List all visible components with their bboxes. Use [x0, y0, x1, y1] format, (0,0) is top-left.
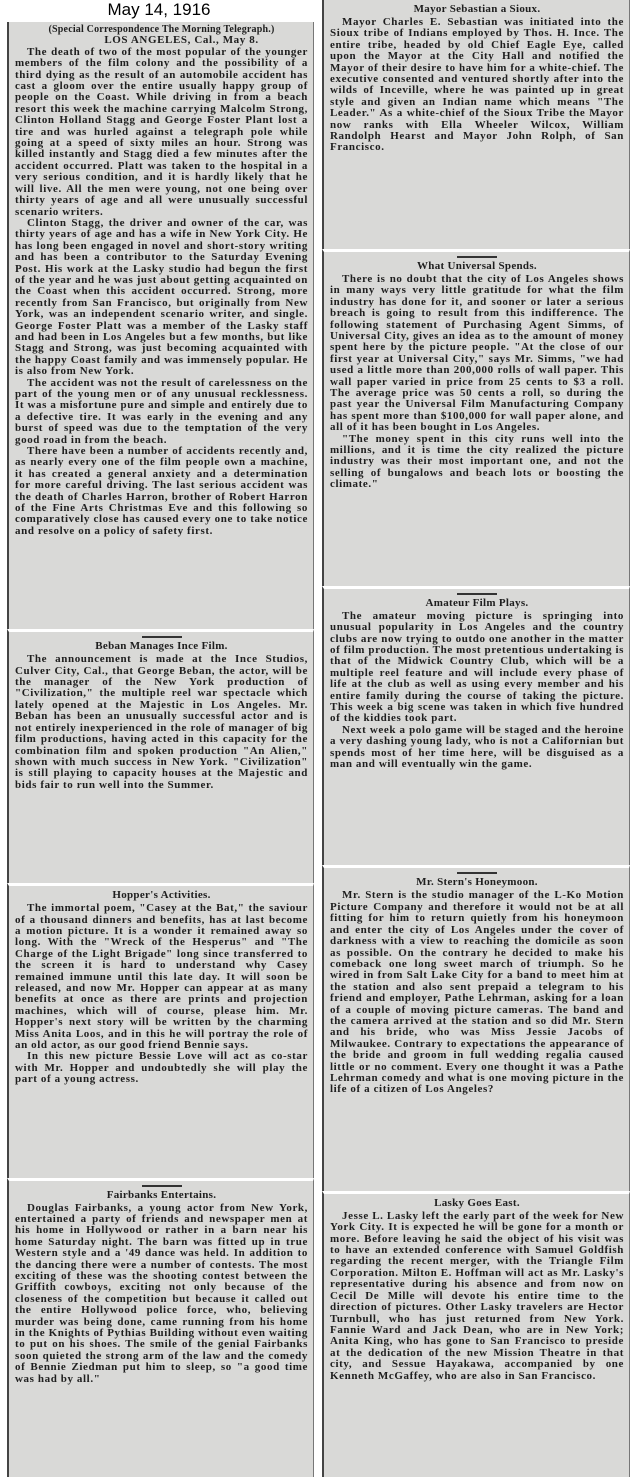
- article-title: Beban Manages Ince Film.: [95, 640, 228, 653]
- article-beban: [7, 629, 314, 883]
- correspondence-credit: (Special Correspondence The Morning Telegraph.): [48, 24, 275, 35]
- paragraph: Jesse L. Lasky left the early part of the week for New York City. It is expected he will be gone for a month or more. Before leaving he said the object of his visit was to have an extended conference with Samuel Goldfish regarding the recent merger, with the Triangle Film Corporation. Milton E. Hoffman will act as Mr. Lasky's representative during his absence and from now on Cecil De Mille will devote his entire time to the direction of pictures. Other Lasky travelers are Hector Turnbull, who has just returned from New York. Fannie Ward and Jack Dean, who are in New York; Anita King, who has gone to San Francisco to preside at the dedication of the new Mission Theatre in that city, and Sessue Hayakawa, accompanied by one Kenneth McGaffey, who are also in San Francisco.: [330, 1209, 624, 1382]
- divider: [142, 636, 182, 638]
- article-sebastian: [322, 0, 630, 249]
- dateline: LOS ANGELES, Cal., May 8.: [104, 34, 259, 47]
- paragraph: The announcement is made at the Ince Studios, Culver City, Cal., that George Beban, the actor, will be the manager of the New York production of "Civilization," the multiple reel war spectacle which lately opened at the Majestic in Los Angeles. Mr. Beban has been an unusually successful actor and is not entirely inexperienced in the role of manager of big film productions, having acted in this capacity for the combination film and spoken production "An Alien," shown with much success in New York. "Civilization" is still playing to capacity houses at the Majestic and bids fair to run well into the Summer.: [15, 653, 308, 791]
- paragraph: There is no doubt that the city of Los Angeles shows in many ways very little gratitude for what the film industry has done for it, and sooner or later a serious breach is going to result from this indifference. The following statement of Purchasing Agent Simms, of Universal City, gives an idea as to the amount of money spent here by the picture people. "At the close of our first year at Universal City," says Mr. Simms, "we had used a little more than 200,000 rolls of wall paper. This wall paper varied in price from 25 cents to $3 a roll. The average price was 50 cents a roll, so during the past year the Universal Film Manufacturing Company has spent more than $100,000 for wall paper alone, and all of it has been bought in Los Angeles.: [330, 272, 624, 434]
- article-universal: [322, 249, 630, 586]
- paragraph: Douglas Fairbanks, a young actor from New York, entertained a party of friends and newspaper men at his home in Hollywood or rather in a barn near his home Saturday night. The barn was fitted up in true Western style and a '49 dance was held. In addition to the dancing there were a number of contests. The most exciting of these was the shooting contest between the Griffith cowboys, exciting not only because of the closeness of the competition but because it called out the entire Hollywood police force, who, believing murder was being done, came running from his home in the Knights of Pythias Building without even waiting to put on his shoes. The smile of the genial Fairbanks soon quieted the strong arm of the law and the comedy of Bennie Ziedman put him to sleep, so "a good time was had by all.": [15, 1201, 308, 1385]
- article-title: Mayor Sebastian a Sioux.: [413, 3, 541, 15]
- article-title: Hopper's Activities.: [112, 889, 211, 902]
- article-stern: [322, 865, 630, 1190]
- right-column: [322, 0, 630, 1477]
- article-title: Amateur Film Plays.: [425, 596, 529, 609]
- divider: [142, 1185, 182, 1187]
- paragraph: Next week a polo game will be staged and the heroine a very dashing young lady, who is not a Californian but spends most of her time here, will be disguised as a man and will eventually win the game.: [330, 723, 624, 770]
- divider: [457, 872, 497, 874]
- article-fairbanks: [7, 1178, 314, 1477]
- article-title: What Universal Spends.: [417, 259, 537, 272]
- divider: [457, 593, 497, 595]
- paragraph: Mayor Charles E. Sebastian was initiated into the Sioux tribe of Indians employed by Thos. H. Ince. The entire tribe, headed by old Chief Eagle Eye, called upon the Mayor at the City Hall and notified the Mayor of their desire to have him for a white-chief. The executive consented and ventured shortly after into the wilds of Inceville, where he was painted up in great style and given an Indian name which means "The Leader." As a white-chief of the Sioux Tribe the Mayor now ranks with Ella Wheeler Wilcox, William Randolph Hearst and Mayor John Rolph, of San Francisco.: [330, 16, 624, 154]
- article-title: Mr. Stern's Honeymoon.: [416, 876, 538, 889]
- paragraph: The accident was not the result of carelessness on the part of the young men or of any unusual recklessness. It was a misfortune pure and simple and entirely due to a defective tire. It was early in the evening and any burst of speed was due to the temptation of the very good road in from the beach.: [15, 376, 308, 446]
- paragraph: In this new picture Bessie Love will act as co-star with Mr. Hopper and undoubtedly she will play the part of a young actress.: [15, 1050, 308, 1086]
- paragraph: The immortal poem, "Casey at the Bat," the saviour of a thousand dinners and benefits, has at last become a motion picture. It is a wonder it remained away so long. With the "Wreck of the Hesperus" and "The Charge of the Light Brigade" long since transferred to the screen it is hard to understand why Casey remained immune until this late day. It will soon be released, and now Mr. Hopper can appear at as many benefits at once as there are prints and projection machines, which will of course, please him. Mr. Hopper's next story will be written by the charming Miss Anita Loos, and in this he will portray the role of an old actor, as our good friend Bennie says.: [15, 902, 308, 1051]
- article-title: Lasky Goes East.: [434, 1196, 520, 1209]
- paragraph: "The money spent in this city runs well into the millions, and it is time the city realized the picture industry was their most important one, and not the selling of bungalows and beach lots or boosting the climate.": [330, 432, 624, 491]
- paragraph: There have been a number of accidents recently and, as nearly every one of the film people own a machine, it has created a general anxiety and a determination for more careful driving. The last serious accident was the death of Charles Harron, brother of Robert Harron of the Fine Arts Christmas Eve and this following so comparatively close has caused every one to take notice and resolve on a policy of safety first.: [15, 445, 308, 537]
- article-hopper: [7, 883, 314, 1177]
- article-lasky: [322, 1191, 630, 1477]
- paragraph: Clinton Stagg, the driver and owner of the car, was thirty years of age and has a wife in New York City. He has long been engaged in novel and short-story writing and has been a contributor to the Saturday Evening Post. His work at the Lasky studio had begun the first of the year and he was just about getting acquainted on the Coast when this accident occurred. Strong, more recently from San Francisco, but originally from New York, was an independent scenario writer, and single. George Foster Platt was a member of the Lasky staff and had been in Los Angeles but a few months, but like Stagg and Strong, was just becoming acquainted with the happy Coast family and was immensely popular. He is also from New York.: [15, 216, 308, 378]
- left-column: [7, 22, 314, 1477]
- article-amateur: [322, 586, 630, 866]
- divider: [457, 256, 497, 258]
- paragraph: The death of two of the most popular of the younger members of the film colony and the possibility of a third dying as the result of an automobile accident has cast a gloom over the entire usually happy group of people on the Coast. While driving in from a beach resort this week the machine carrying Malcolm Strong, Clinton Holland Stagg and George Foster Plant lost a tire and was hurled against a telegraph pole while going at a speed of sixty miles an hour. Strong was killed instantly and Stagg died a few minutes after the accident occurred. Platt was taken to the hospital in a very serious condition, and it is hardly likely that he will live. All the men were young, not one being over thirty years of age and all were unusually successful scenario writers.: [15, 45, 308, 218]
- clipping-date: May 14, 1916: [107, 0, 211, 19]
- article-film-colony-accident: [7, 22, 314, 629]
- article-title: Fairbanks Entertains.: [106, 1188, 217, 1201]
- paragraph: Mr. Stern is the studio manager of the L-Ko Motion Picture Company and therefore it would not be at all fitting for him to return quietly from his honeymoon and enter the city of Los Angeles under the cover of darkness with a view to reaching the domicile as soon as possible. On the contrary he decided to make his comeback one long sweet march of triumph. So he wired in from Salt Lake City for a band to meet him at the station and also sent prepaid a telegram to his friend and employer, Pathe Lehrman, asking for a loan of a couple of moving picture cameras. The band and the camera arrived at the station and so did Mr. Stern and his bride, who was Miss Jessie Jacobs of Milwaukee. Contrary to expectations the appearance of the bride and groom in full wedding regalia caused little or no comment. Every one thought it was a Pathe Lehrman comedy and what is one moving picture in the life of a citizen of Los Angeles?: [330, 889, 624, 1096]
- paragraph: The amateur moving picture is springing into unusual popularity in Los Angeles and the country clubs are now trying to outdo one another in the matter of film production. The most pretentious undertaking is that of the Midwick Country Club, which will be a multiple reel feature and will include every phase of life at the club as well as using every member and his entire family during the course of taking the picture. This week a big scene was taken in which five hundred of the kiddies took part.: [330, 609, 624, 725]
